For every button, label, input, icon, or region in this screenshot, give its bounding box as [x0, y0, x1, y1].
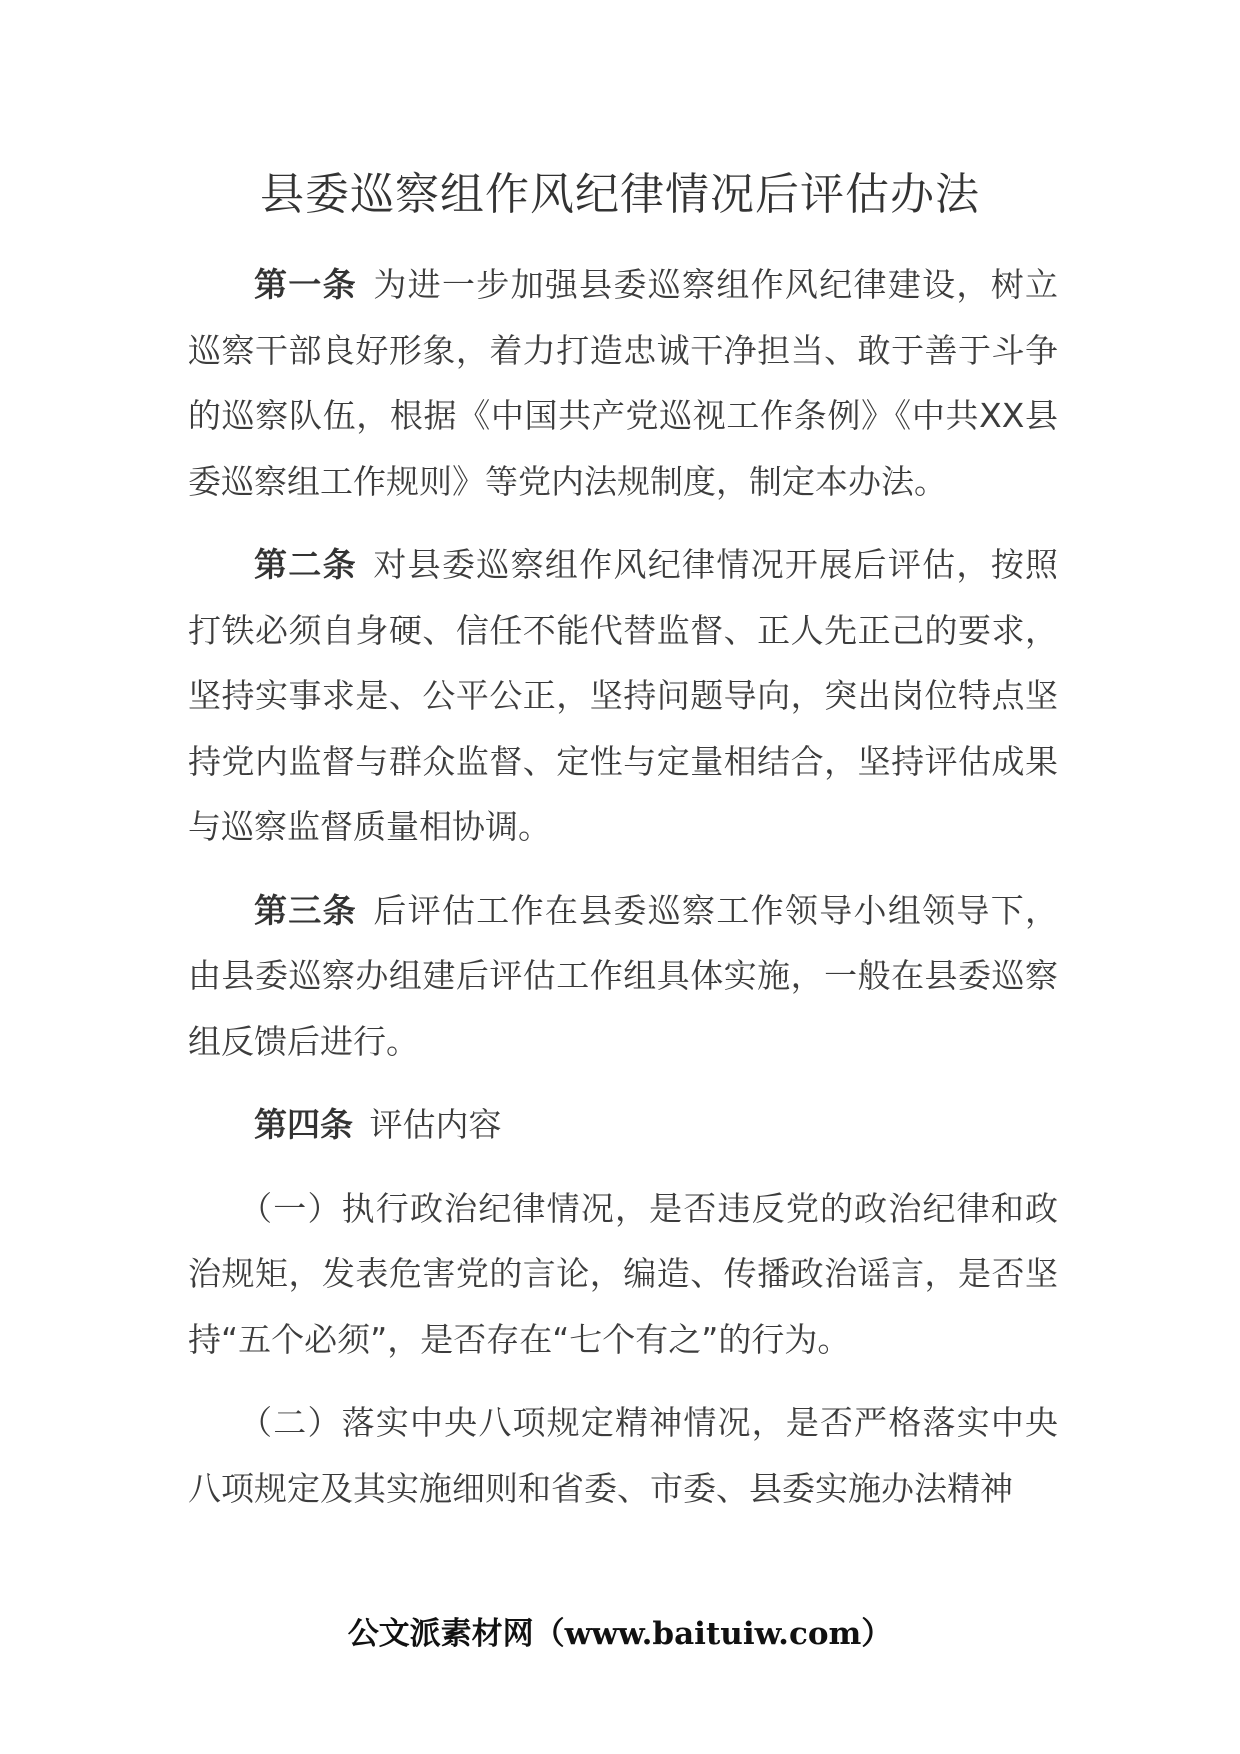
document-body: [188, 252, 1058, 1539]
paragraph-article-1: [188, 252, 1058, 514]
article-text: 对县委巡察组作风纪律情况开展后评估，按照打铁必须自身硬、信任不能代替监督、正人先正己的要求，坚持实事求是、公平公正，坚持问题导向，突出岗位特点坚持党内监督与群众监督、定性与定量相结合，坚持评估成果与巡察监督质量相协调。: [188, 545, 1059, 846]
article-text: 后评估工作在县委巡察工作领导小组领导下，由县委巡察办组建后评估工作组具体实施，一般在县委巡察组反馈后进行。: [188, 890, 1059, 1061]
footer-watermark: 公文派素材网（www.baituiw.com）: [347, 1616, 893, 1652]
article-heading: 第三条: [254, 890, 357, 930]
article-heading: 第二条: [254, 545, 357, 584]
paragraph-item-1: [188, 1176, 1058, 1373]
document-title: 县委巡察组作风纪律情况后评估办法: [260, 169, 980, 220]
item-text: （二）落实中央八项规定精神情况，是否严格落实中央八项规定及其实施细则和省委、市委、县委实施办法精神: [188, 1403, 1058, 1508]
item-text: （一）执行政治纪律情况，是否违反党的政治纪律和政治规矩，发表危害党的言论，编造、传播政治谣言，是否坚持“五个必须”，是否存在“七个有之”的行为。: [188, 1188, 1058, 1359]
article-heading: 第一条: [254, 265, 357, 304]
paragraph-article-4: [188, 1092, 1058, 1158]
article-text: 为进一步加强县委巡察组作风纪律建设，树立巡察干部良好形象，着力打造忠诚干净担当、敢于善于斗争的巡察队伍，根据《中国共产党巡视工作条例》《中共XX县委巡察组工作规则》等党内法规制度，制定本办法。: [188, 265, 1059, 501]
paragraph-item-2: [188, 1390, 1058, 1521]
paragraph-article-3: [188, 878, 1058, 1075]
paragraph-article-2: [188, 532, 1058, 860]
article-heading: 第四条: [254, 1105, 353, 1144]
article-text: 评估内容: [369, 1105, 502, 1144]
